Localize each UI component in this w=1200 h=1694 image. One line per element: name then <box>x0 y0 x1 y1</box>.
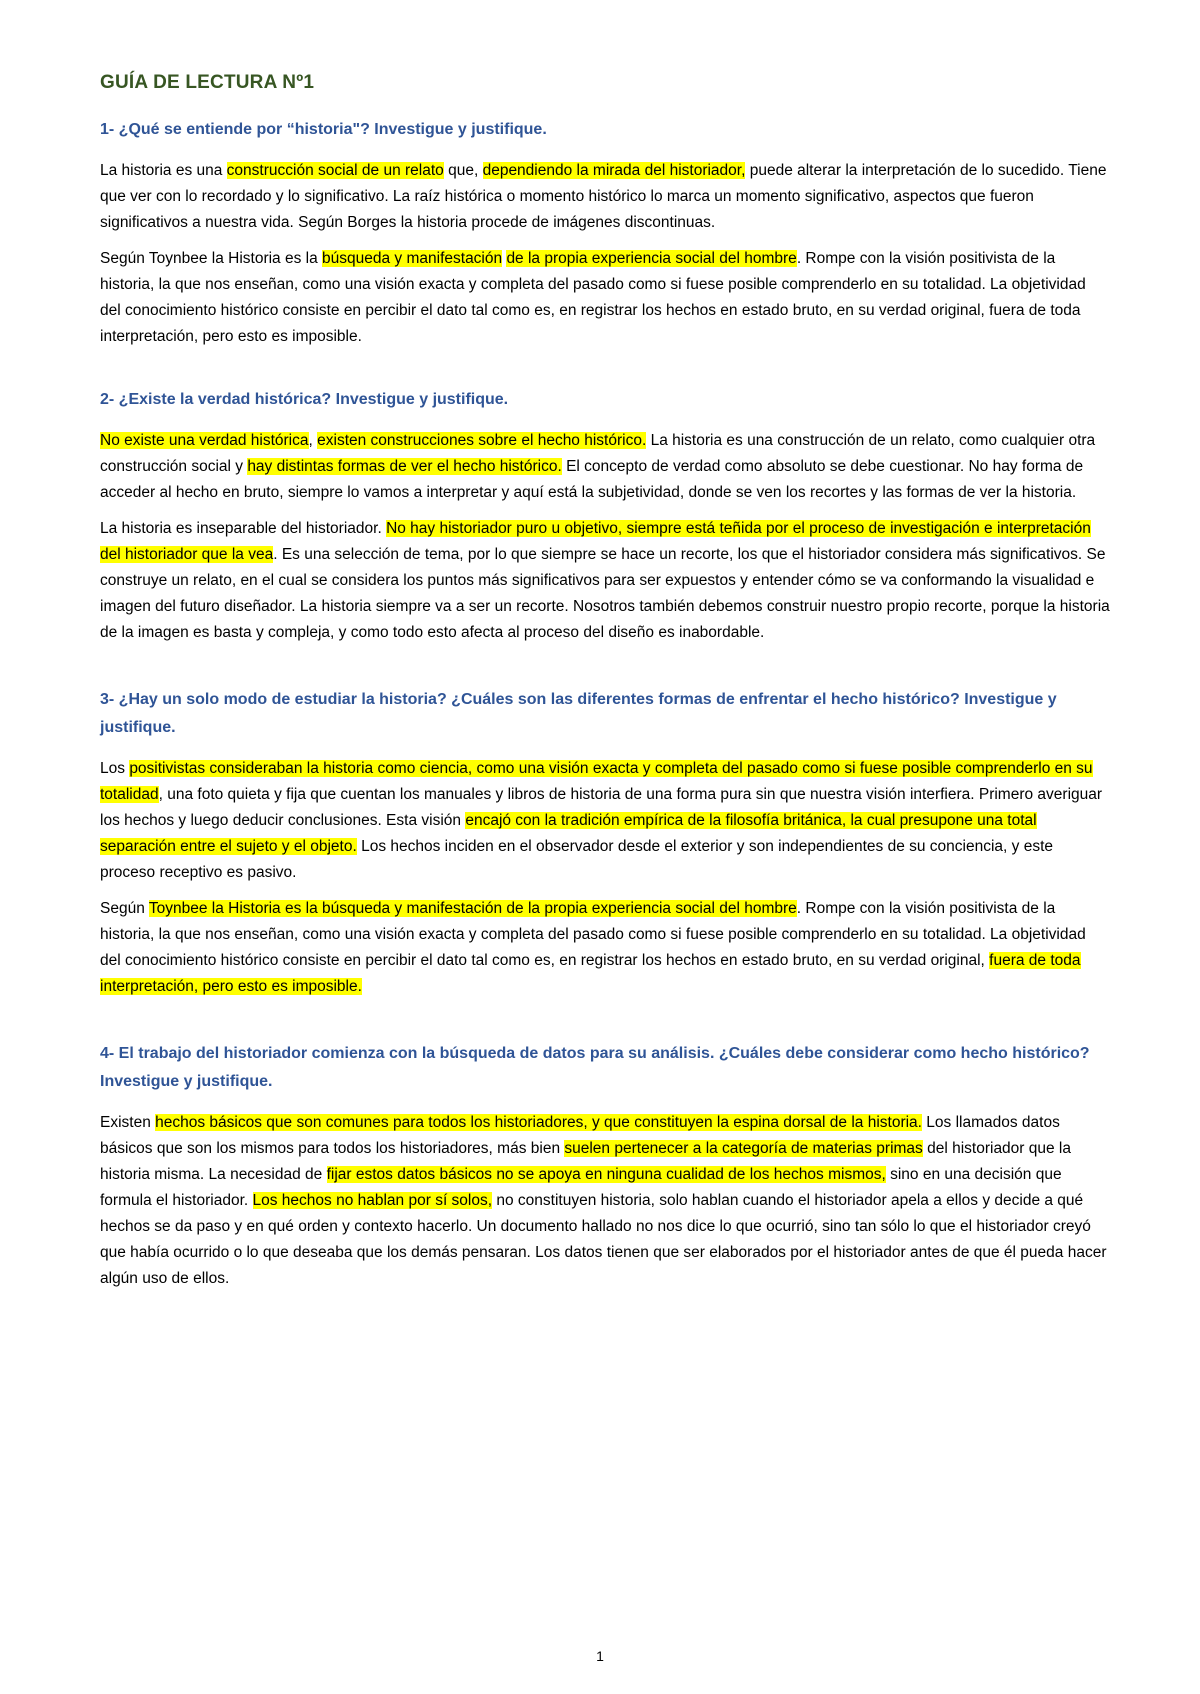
paragraph <box>100 896 1110 1000</box>
text-run: Según Toynbee la Historia es la <box>100 250 323 267</box>
text-run: . Rompe con la visión positivista de la historia, la que nos enseñan, como una visión exacta y completa del pasado como si fuese posible comprenderlo en su totalidad. La objetividad del conocimiento histórico consiste en percibir el dato tal como es, en registrar los hechos en estado bruto, en su verdad original, <box>100 900 1086 969</box>
highlighted-text: dependiendo la mirada del historiador, <box>482 162 746 179</box>
paragraph <box>100 158 1110 236</box>
highlighted-text: construcción social de un relato <box>226 162 444 179</box>
page-number: 1 <box>596 1648 604 1664</box>
section-heading: 2- ¿Existe la verdad histórica? Investigue y justifique. <box>100 391 509 408</box>
text-run: no constituyen historia, solo hablan cuando el historiador apela a ellos y decide a qué hechos se da paso y en qué orden y contexto hacerlo. Un documento hallado no nos dice lo que ocurrió, sino tan sólo lo que el historiador creyó que había ocurrido o lo que deseaba que los demás pensaran. Los datos tienen que ser elaborados por el historiador antes de que él pueda hacer algún uso de ellos. <box>100 1192 1107 1287</box>
text-run: sino en una decisión que formula el historiador. <box>100 1166 1062 1209</box>
paragraph <box>100 246 1110 350</box>
text-run: que, <box>443 162 483 179</box>
text-run: La historia es inseparable del historiador. <box>100 520 387 537</box>
text-run: . Es una selección de tema, por lo que siempre se hace un recorte, los que el historiador considera más significativos. Se construye un relato, en el cual se considera los puntos más significativos para ser expuestos y entender cómo se va conformando la visualidad e imagen del futuro diseñador. La historia siempre va a ser un recorte. Nosotros también debemos construir nuestro propio recorte, porque la historia de la imagen es basta y compleja, y como todo esto afecta al proceso del diseño es inabordable. <box>100 546 1110 641</box>
text-run: Los hechos inciden en el observador desde el exterior y son independientes de su conciencia, y este proceso receptivo es pasivo. <box>100 838 1054 881</box>
paragraph <box>100 428 1110 506</box>
spacer <box>100 1010 1110 1040</box>
document-title: GUÍA DE LECTURA Nº1 <box>100 72 315 93</box>
paragraph <box>100 1110 1110 1292</box>
highlighted-text: fijar estos datos básicos no se apoya en ninguna cualidad de los hechos mismos, <box>326 1166 886 1183</box>
text-run: . Rompe con la visión positivista de la historia, la que nos enseñan, como una visión exacta y completa del pasado como si fuese posible comprenderlo en su totalidad. La objetividad del conocimiento histórico consiste en percibir el dato tal como es, en registrar los hechos en estado bruto, en su verdad original, fuera de toda interpretación, pero esto es imposible. <box>100 250 1086 345</box>
section-heading: 4- El trabajo del historiador comienza con la búsqueda de datos para su análisis. ¿Cuáles debe considerar como hecho histórico? Investigue y justifique. <box>100 1045 1090 1090</box>
highlighted-text: Toynbee la Historia es la búsqueda y manifestación de la propia experiencia social del hombre <box>148 900 797 917</box>
highlighted-text: de la propia experiencia social del hombre <box>506 250 797 267</box>
text-run: La historia es una <box>100 162 227 179</box>
spacer <box>100 360 1110 386</box>
section-1 <box>100 116 1110 350</box>
text-run: del historiador que la historia misma. La necesidad de <box>100 1140 1072 1183</box>
section-heading: 3- ¿Hay un solo modo de estudiar la historia? ¿Cuáles son las diferentes formas de enfrentar el hecho histórico? Investigue y justifique. <box>100 691 1057 736</box>
highlighted-text: positivistas consideraban la historia como ciencia, como una visión exacta y completa del pasado como si fuese posible comprenderlo en su totalidad <box>100 760 1093 803</box>
text-run: Existen <box>100 1114 156 1131</box>
highlighted-text: existen construcciones sobre el hecho histórico. <box>317 432 647 449</box>
highlighted-text: Los hechos no hablan por sí solos, <box>252 1192 493 1209</box>
highlighted-text: No existe una verdad histórica <box>100 432 309 449</box>
text-run: El concepto de verdad como absoluto se debe cuestionar. No hay forma de acceder al hecho en bruto, siempre lo vamos a interpretar y aquí está la subjetividad, donde se ven los recortes y las formas de ver la historia. <box>100 458 1084 501</box>
section-2 <box>100 386 1110 646</box>
highlighted-text: hechos básicos que son comunes para todos los historiadores, y que constituyen la espina dorsal de la historia. <box>155 1114 922 1131</box>
highlighted-text: suelen pertenecer a la categoría de materias primas <box>564 1140 923 1157</box>
document-body <box>100 72 1110 1302</box>
highlighted-text: hay distintas formas de ver el hecho histórico. <box>247 458 562 475</box>
highlighted-text: fuera de toda interpretación, pero esto es imposible. <box>100 952 1081 995</box>
highlighted-text: No hay historiador puro u objetivo, siempre está teñida por el proceso de investigación e interpretación del historiador que la vea <box>100 520 1091 563</box>
text-run: La historia es una construcción de un relato, como cualquier otra construcción social y <box>100 432 1096 475</box>
text-run: Los llamados datos básicos que son los mismos para todos los historiadores, más bien <box>100 1114 1060 1157</box>
section-4 <box>100 1040 1110 1292</box>
highlighted-text: búsqueda y manifestación <box>322 250 503 267</box>
text-run: Según <box>100 900 149 917</box>
text-run: puede alterar la interpretación de lo sucedido. Tiene que ver con lo recordado y lo significativo. La raíz histórica o momento histórico lo marca un momento significativo, aspectos que fueron significativos a nuestra vida. Según Borges la historia procede de imágenes discontinuas. <box>100 162 1107 231</box>
text-run: , una foto quieta y fija que cuentan los manuales y libros de historia de una forma pura sin que nuestra visión interfiera. Primero averiguar los hechos y luego deducir conclusiones. Esta visión <box>100 786 1103 829</box>
section-heading: 1- ¿Qué se entiende por “historia"? Investigue y justifique. <box>100 121 547 138</box>
highlighted-text: encajó con la tradición empírica de la filosofía británica, la cual presupone una total separación entre el sujeto y el objeto. <box>100 812 1037 855</box>
paragraph <box>100 756 1110 886</box>
paragraph <box>100 516 1110 646</box>
text-run: Los <box>100 760 130 777</box>
section-3 <box>100 686 1110 1000</box>
spacer <box>100 656 1110 686</box>
text-run: , <box>308 432 318 449</box>
